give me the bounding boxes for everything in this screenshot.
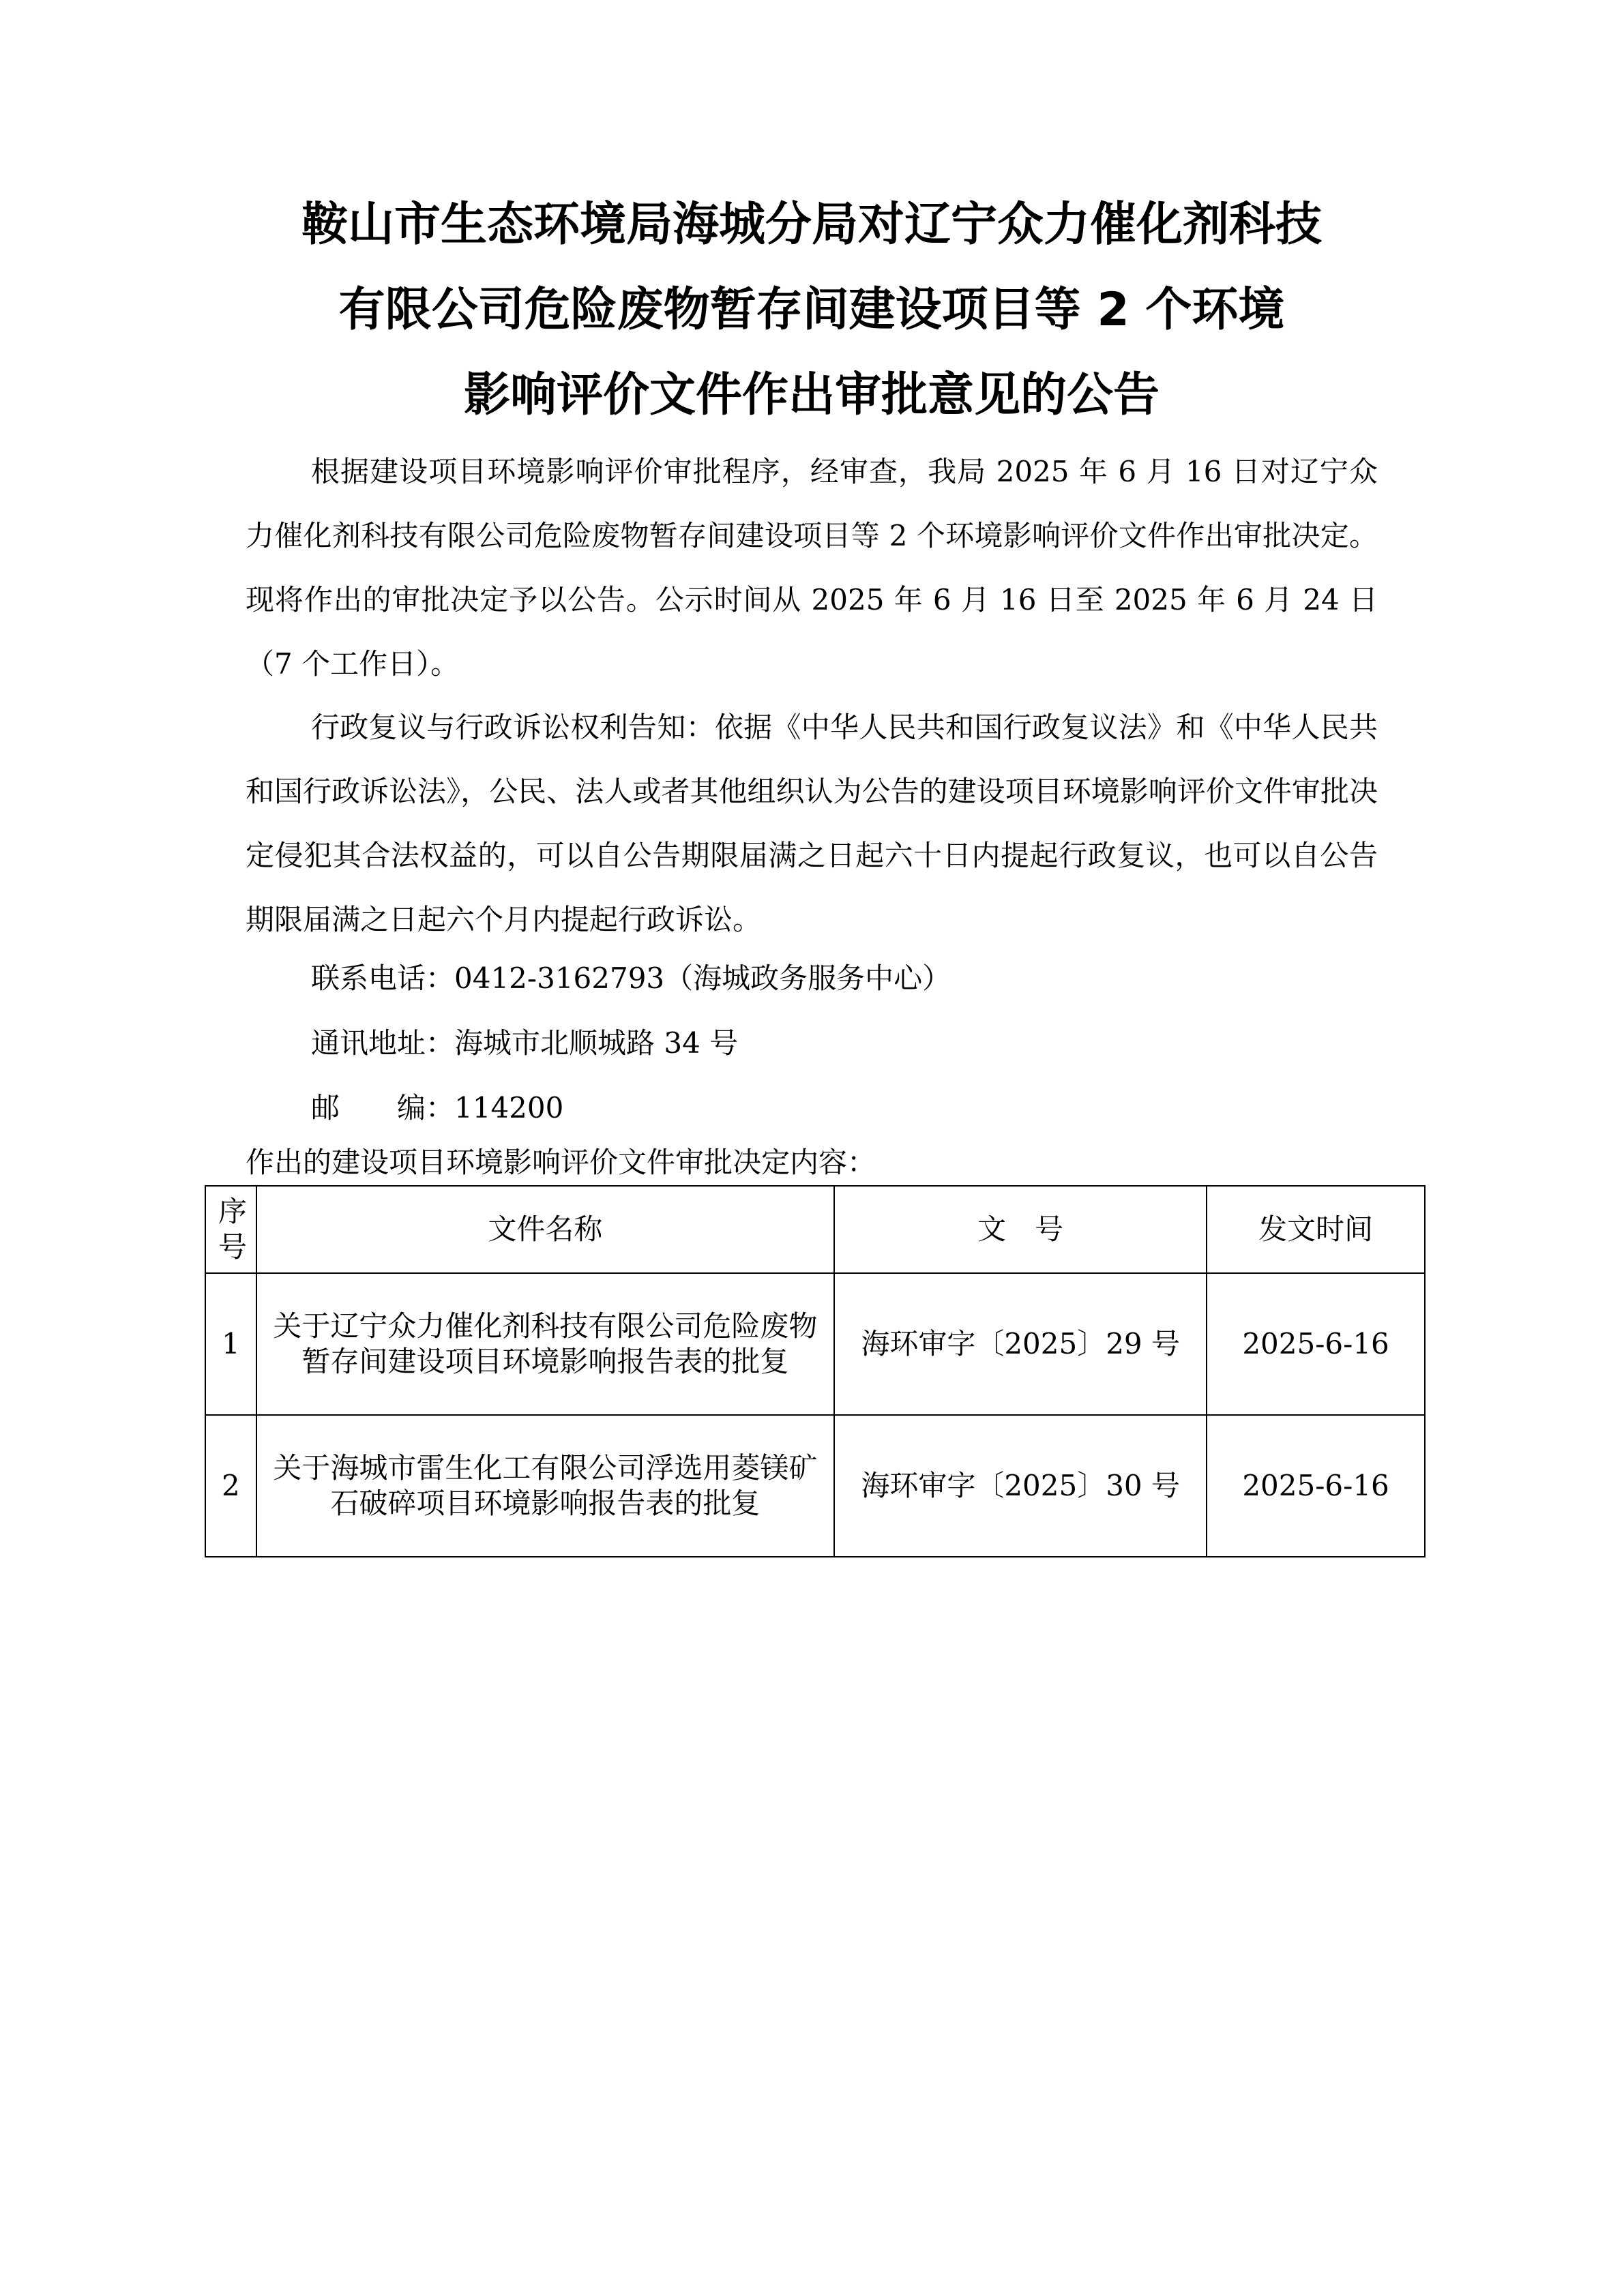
intro-paragraph: 根据建设项目环境影响评价审批程序，经审查，我局 2025 年 6 月 16 日对辽宁众力催化剂科技有限公司危险废物暂存间建设项目等 2 个环境影响评价文件作出审批决定。现将作出的审批决定予以公告。公示时间从 2025 年 6 月 16 日至 2025 年 6 月 24 日（7 个工作日）。: [246, 455, 1378, 681]
row-file-name: 关于辽宁众力催化剂科技有限公司危险废物暂存间建设项目环境影响报告表的批复: [256, 1273, 835, 1415]
table-header-row: [205, 1186, 1425, 1273]
contact-address: [311, 1023, 738, 1064]
announcement-title-line-2: 有限公司危险废物暂存间建设项目等 2 个环境: [338, 283, 1285, 337]
row-issue-date: 2025-6-16: [1207, 1415, 1425, 1557]
header-seq-line-1: 序: [218, 1195, 248, 1228]
table-row: [205, 1273, 1425, 1415]
header-issue-date: 发文时间: [1207, 1186, 1425, 1273]
row-doc-number: 海环审字〔2025〕30 号: [834, 1415, 1207, 1557]
contact-address-label: 通讯地址：: [311, 1026, 455, 1060]
approval-decisions-table: [205, 1185, 1426, 1557]
row-seq: 1: [205, 1273, 256, 1415]
contact-phone: [311, 958, 951, 999]
rights-notice-paragraph: 行政复议与行政诉讼权利告知：依据《中华人民共和国行政复议法》和《中华人民共和国行政诉讼法》，公民、法人或者其他组织认为公告的建设项目环境影响评价文件审批决定侵犯其合法权益的，可以自公告期限届满之日起六十日内提起行政复议，也可以自公告期限届满之日起六个月内提起行政诉讼。: [246, 711, 1378, 936]
table-row: [205, 1415, 1425, 1557]
header-file-name: 文件名称: [256, 1186, 835, 1273]
header-seq-line-2: 号: [218, 1230, 248, 1264]
header-seq: [205, 1186, 256, 1273]
row-issue-date: 2025-6-16: [1207, 1273, 1425, 1415]
contact-phone-value: 0412-3162793（海城政务服务中心）: [454, 961, 951, 995]
contact-phone-label: 联系电话：: [311, 961, 455, 995]
contact-postcode-label: 邮 编：: [311, 1091, 455, 1124]
contact-address-value: 海城市北顺城路 34 号: [454, 1026, 739, 1060]
row-doc-number: 海环审字〔2025〕29 号: [834, 1273, 1207, 1415]
header-doc-number: 文 号: [834, 1186, 1207, 1273]
announcement-title-line-3: 影响评价文件作出审批意见的公告: [463, 368, 1160, 422]
contact-postcode: [311, 1088, 563, 1129]
contact-postcode-value: 114200: [454, 1091, 564, 1124]
table-intro: 作出的建设项目环境影响评价文件审批决定内容：: [246, 1146, 876, 1179]
announcement-title-line-1: 鞍山市生态环境局海城分局对辽宁众力催化剂科技: [301, 198, 1322, 252]
row-seq: 2: [205, 1415, 256, 1557]
row-file-name: 关于海城市雷生化工有限公司浮选用菱镁矿石破碎项目环境影响报告表的批复: [256, 1415, 835, 1557]
